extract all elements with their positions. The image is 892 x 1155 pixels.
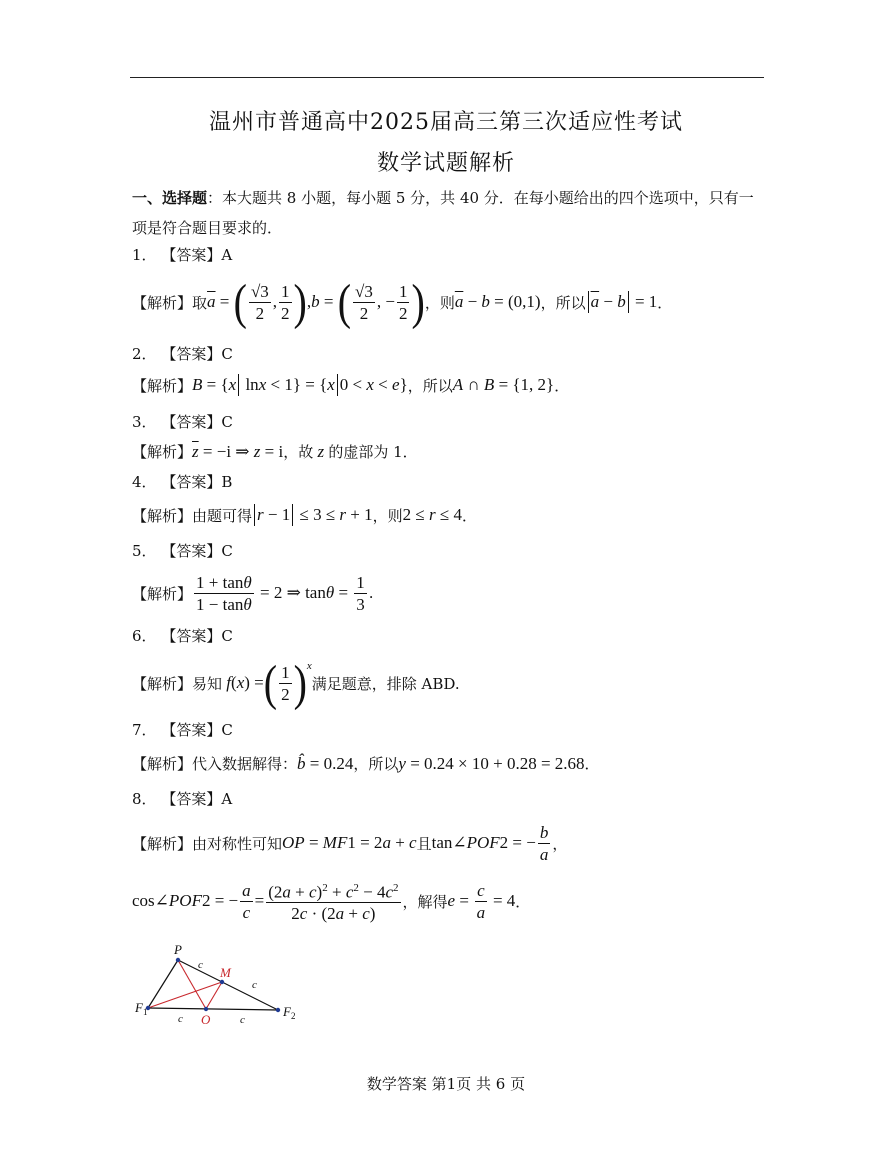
segment-f1-p — [148, 960, 178, 1008]
analysis-line-7: 【解析】 代入数据解得： b̂ = 0.24 ，所以 y = 0.24 × 10 + 0.28 = 2.68 ． — [132, 753, 600, 773]
top-rule — [130, 77, 764, 78]
label-f1: F — [135, 1000, 143, 1015]
page-title: 温州市普通高中2025届高三第三次适应性考试 — [209, 110, 683, 135]
label-c-mf2: c — [252, 979, 257, 991]
section-intro — [132, 183, 762, 243]
label-f2: F — [283, 1004, 291, 1019]
page-subtitle: 数学试题解析 — [376, 151, 515, 176]
label-c-pm: c — [198, 959, 203, 971]
answer-line-1: 1． 【答案】A — [132, 246, 233, 264]
segment-f1-f2 — [148, 1008, 278, 1010]
section-heading: 一、选择题 — [132, 189, 208, 207]
point-m — [220, 980, 224, 984]
answer-line-6: 6． 【答案】C — [132, 627, 233, 645]
label-p: P — [174, 942, 182, 957]
analysis-line-5: 【解析】 $\frac{1 + \tan\theta}{1 - \tan\theta}$ = 2 ⇒ tan θ = $\frac{1}{3}$ . — [132, 572, 374, 614]
answer-line-7: 7． 【答案】C — [132, 721, 233, 739]
analysis-line-8a: 【解析】 由对称性可知 OP = MF 1 = 2 a + c 且 tan∠ POF 2 = − $\frac{b}{a}$ ， — [132, 822, 568, 864]
answer-line-5: 5． 【答案】C — [132, 542, 233, 560]
label-m: M — [220, 965, 231, 980]
section-text: ：本大题共 8 小题，每小题 5 分，共 40 分．在每小题给出的四个选项中，只有一项是符合题目要求的． — [132, 189, 754, 237]
analysis-line-3: 【解析】 $\overline{z}$ = −i ⇒ z = i ，故 z 的虚部为 1． — [132, 441, 418, 461]
analysis-line-8b: cos∠ POF 2 = − $\frac{a}{c}$ = $\frac{(2a + c)^2 + c^2 - 4c^2}{2c \cdot (2a + c)}$ ，解得 e = $\frac{c}{a}$ = 4 ． — [132, 880, 531, 924]
segment-f1-m — [148, 982, 222, 1008]
triangle-figure — [130, 940, 310, 1035]
label-c-f1o: c — [178, 1013, 183, 1025]
answer-line-2: 2． 【答案】C — [132, 345, 233, 363]
analysis-line-6: 【解析】 易知 f ( x ) = ( $\frac{1}{2}$ ) $^x$ 满足题意，排除 ABD. — [132, 654, 460, 711]
label-f2-sub: 2 — [291, 1011, 296, 1021]
point-f2 — [276, 1008, 280, 1012]
label-f1-sub: 1 — [143, 1007, 148, 1017]
label-o: O — [201, 1012, 211, 1027]
answer-line-3: 3． 【答案】C — [132, 413, 233, 431]
point-o — [204, 1007, 208, 1011]
answer-line-8: 8． 【答案】A — [132, 790, 233, 808]
answer-line-4: 4． 【答案】B — [132, 473, 233, 491]
point-p — [176, 958, 180, 962]
analysis-line-1: 【解析】 取 $\overline{a}$ = ( $\frac{√3}{2}$ , $\frac{1}{2}$ ) , b = ( $\frac{√3}{2}$ , − $\frac{1}{2}$ ) ，则 $\overline{a}$ − b = (0,1) ，所以 $\overline{a}$ − b = 1 ． — [132, 273, 673, 330]
analysis-line-4: 【解析】 由题可得 r − 1 ≤ 3 ≤ r + 1 ，则 2 ≤ r ≤ 4 ． — [132, 505, 477, 525]
segment-o-m — [206, 982, 222, 1009]
analysis-line-2: 【解析】 B = { x ln x < 1} = { x 0 < x < e } ，所以 A ∩ B = {1, 2} ． — [132, 375, 570, 395]
label-c-of2: c — [240, 1014, 245, 1026]
page-footer: 数学答案 第1页 共 6 页 — [366, 1075, 526, 1093]
